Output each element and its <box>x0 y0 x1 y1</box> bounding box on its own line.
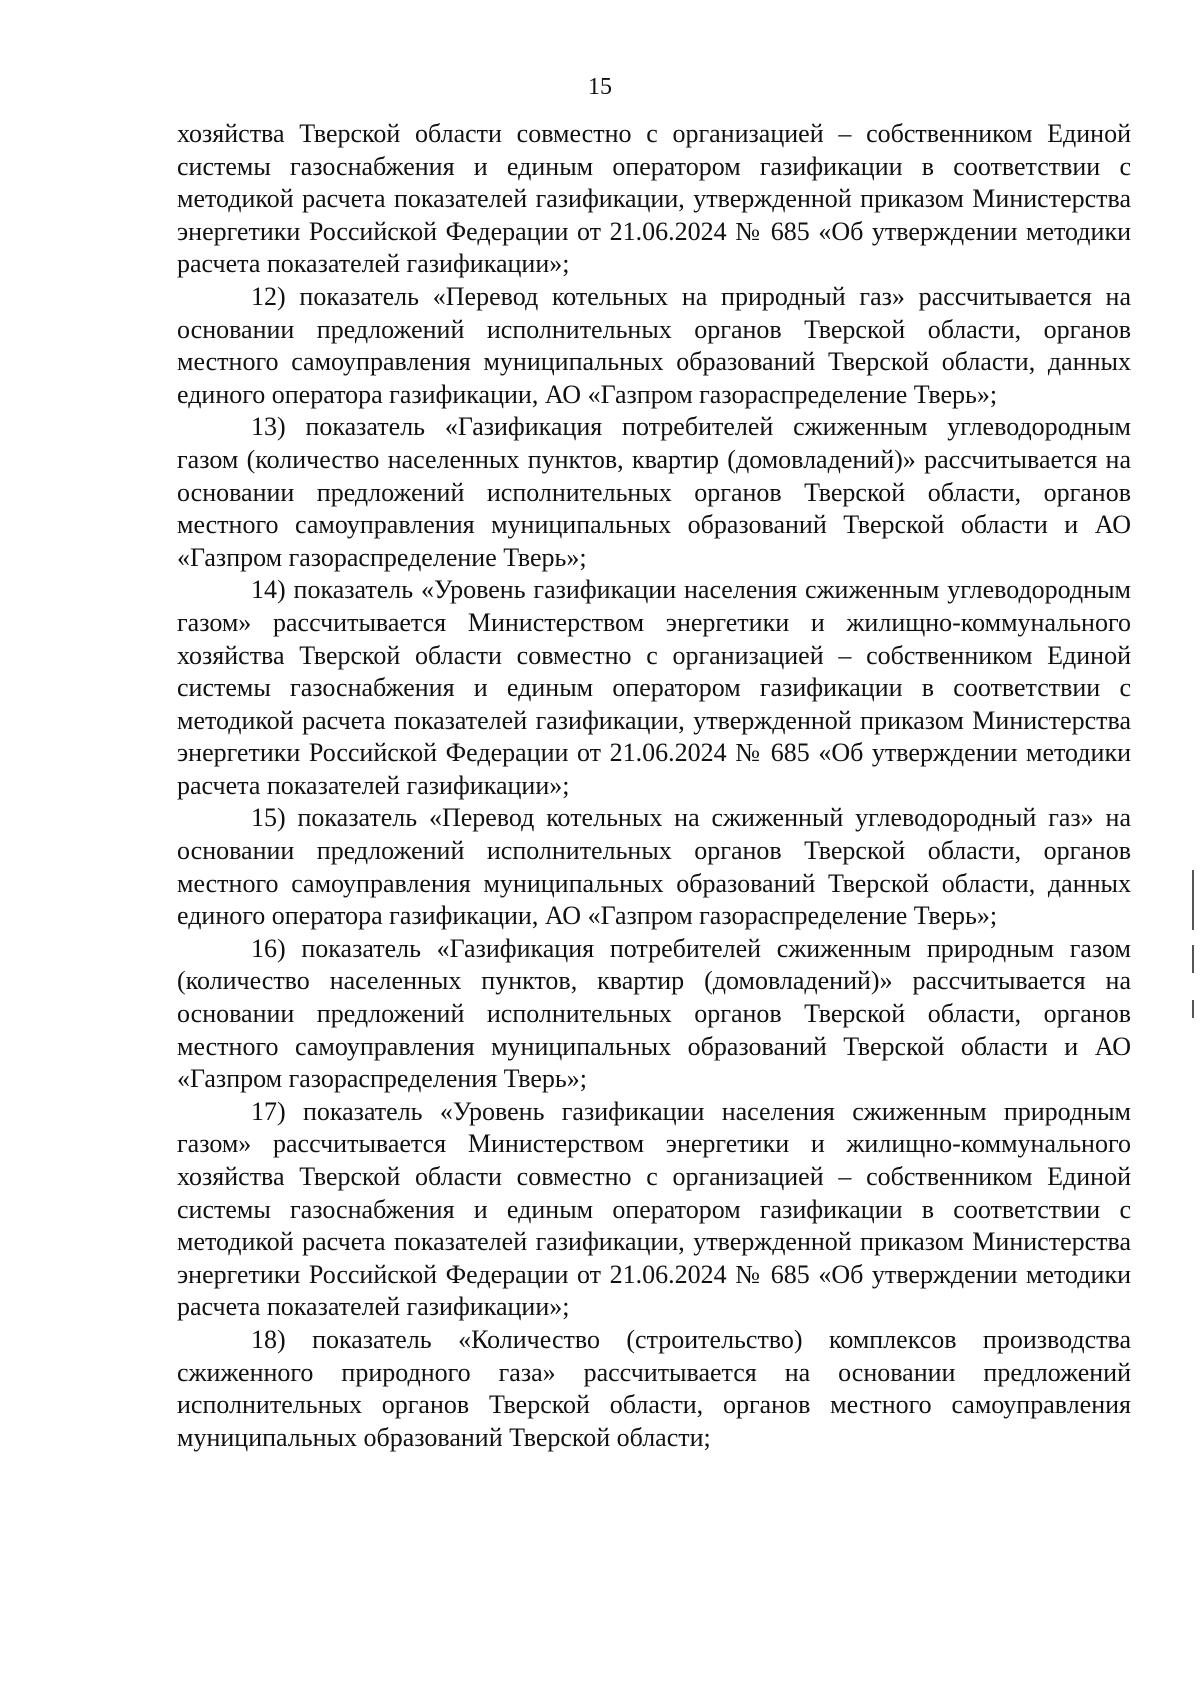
scan-artifact <box>1192 945 1194 973</box>
paragraph-item-17: 17) показатель «Уровень газификации населения сжиженным природным газом» рассчитывается Министерством энергетики и жилищно-коммунального хозяйства Тверской области совместно с организацией – собственником Единой системы газоснабжения и единым оператором газификации в соответствии с методикой расчета показателей газификации, утвержденной приказом Министерства энергетики Российской Федерации от 21.06.2024 № 685 «Об утверждении методики расчета показателей газификации»; <box>177 1096 1131 1322</box>
page-number: 15 <box>588 74 612 100</box>
paragraph-item-18: 18) показатель «Количество (строительство) комплексов производства сжиженного природного газа» рассчитывается на основании предложений исполнительных органов Тверской области, органов местного самоуправления муниципальных образований Тверской области; <box>177 1324 1131 1452</box>
paragraph-item-12: 12) показатель «Перевод котельных на природный газ» рассчитывается на основании предложений исполнительных органов Тверской области, органов местного самоуправления муниципальных образований Тверской области, данных единого оператора газификации, АО «Газпром газораспределение Тверь»; <box>177 281 1131 409</box>
document-body <box>177 118 1131 1454</box>
scan-artifact <box>1192 870 1194 930</box>
paragraph-item-14: 14) показатель «Уровень газификации населения сжиженным углеводородным газом» рассчитывается Министерством энергетики и жилищно-коммунального хозяйства Тверской области совместно с организацией – собственником Единой системы газоснабжения и единым оператором газификации в соответствии с методикой расчета показателей газификации, утвержденной приказом Министерства энергетики Российской Федерации от 21.06.2024 № 685 «Об утверждении методики расчета показателей газификации»; <box>177 575 1131 800</box>
scan-artifact <box>1192 1000 1194 1018</box>
paragraph-continuation: хозяйства Тверской области совместно с организацией – собственником Единой системы газоснабжения и единым оператором газификации в соответствии с методикой расчета показателей газификации, утвержденной приказом Министерства энергетики Российской Федерации от 21.06.2024 № 685 «Об утверждении методики расчета показателей газификации»; <box>177 119 1131 279</box>
paragraph-item-13: 13) показатель «Газификация потребителей сжиженным углеводородным газом (количество населенных пунктов, квартир (домовладений)» рассчитывается на основании предложений исполнительных органов Тверской области, органов местного самоуправления муниципальных образований Тверской области и АО «Газпром газораспределение Тверь»; <box>177 412 1131 572</box>
paragraph-item-15: 15) показатель «Перевод котельных на сжиженный углеводородный газ» на основании предложений исполнительных органов Тверской области, органов местного самоуправления муниципальных образований Тверской области, данных единого оператора газификации, АО «Газпром газораспределение Тверь»; <box>177 803 1131 931</box>
paragraph-item-16: 16) показатель «Газификация потребителей сжиженным природным газом (количество населенных пунктов, квартир (домовладений)» рассчитывается на основании предложений исполнительных органов Тверской области, органов местного самоуправления муниципальных образований Тверской области и АО «Газпром газораспределения Тверь»; <box>177 933 1131 1094</box>
